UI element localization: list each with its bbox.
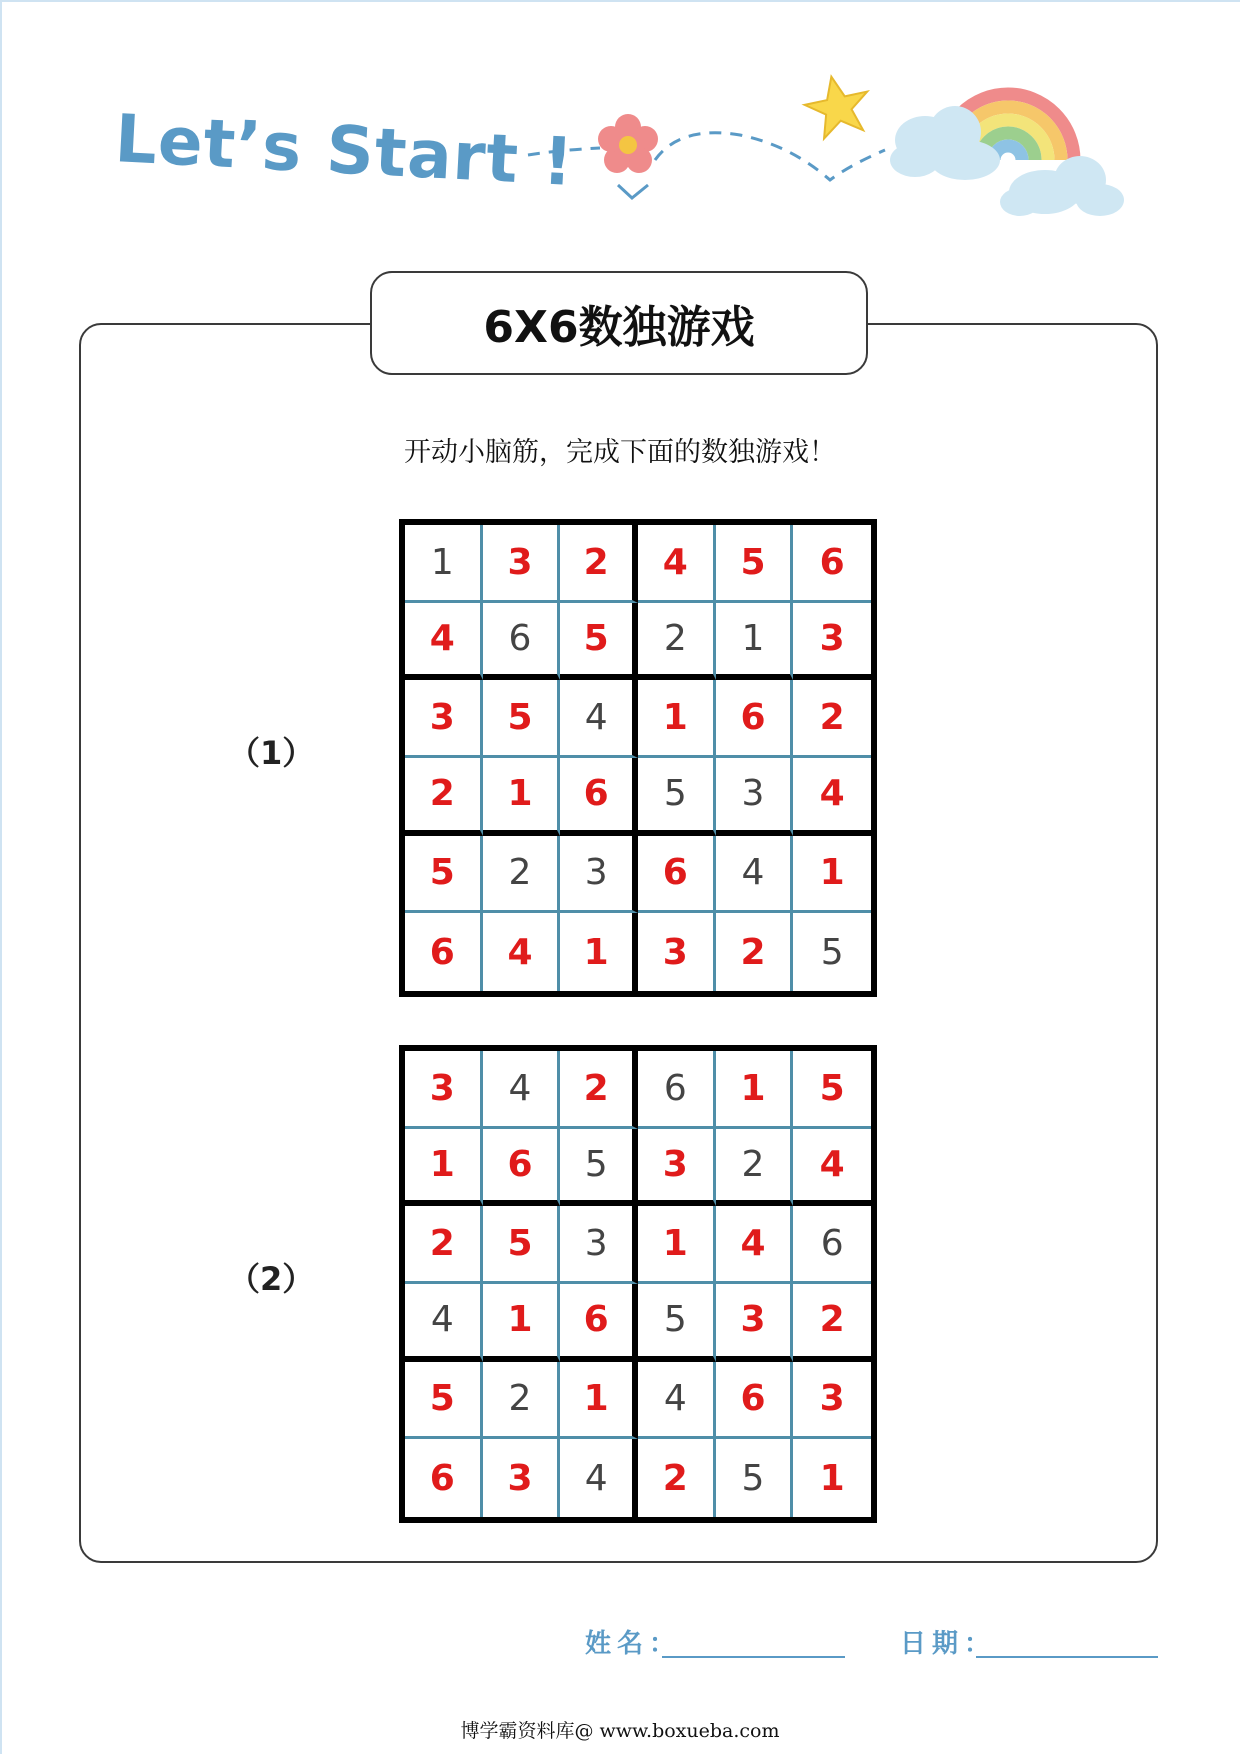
sudoku-cell: 3 bbox=[560, 836, 638, 914]
sudoku-cell: 6 bbox=[716, 1362, 794, 1440]
sudoku-cell: 1 bbox=[483, 758, 561, 836]
sudoku-cell: 1 bbox=[716, 1051, 794, 1129]
sudoku-cell: 3 bbox=[405, 680, 483, 758]
sudoku-cell: 3 bbox=[716, 1284, 794, 1362]
puzzle-2-label: （2） bbox=[228, 1260, 315, 1298]
sudoku-cell: 5 bbox=[716, 525, 794, 603]
sudoku-cell: 4 bbox=[793, 1129, 871, 1207]
sudoku-cell: 2 bbox=[405, 758, 483, 836]
sudoku-cell: 6 bbox=[793, 1206, 871, 1284]
star-icon bbox=[800, 70, 875, 141]
sudoku-cell: 1 bbox=[405, 1129, 483, 1207]
sudoku-cell: 3 bbox=[405, 1051, 483, 1129]
worksheet-title: 6X6数独游戏 bbox=[483, 302, 755, 353]
dashed-trail-right bbox=[655, 133, 885, 180]
sudoku-cell: 3 bbox=[483, 1439, 561, 1517]
sudoku-cell: 2 bbox=[638, 1439, 716, 1517]
sudoku-cell: 2 bbox=[793, 680, 871, 758]
dashed-trail-dip bbox=[618, 185, 648, 198]
sudoku-cell: 6 bbox=[405, 1439, 483, 1517]
date-field[interactable] bbox=[976, 1656, 1158, 1658]
sudoku-cell: 3 bbox=[793, 603, 871, 681]
puzzle-1-label: （1） bbox=[228, 734, 315, 772]
sudoku-cell: 5 bbox=[793, 1051, 871, 1129]
sudoku-cell: 6 bbox=[793, 525, 871, 603]
sudoku-cell: 5 bbox=[560, 1129, 638, 1207]
sudoku-cell: 6 bbox=[405, 913, 483, 991]
sudoku-cell: 5 bbox=[483, 680, 561, 758]
sudoku-cell: 2 bbox=[560, 525, 638, 603]
sudoku-cell: 6 bbox=[638, 836, 716, 914]
sudoku-cell: 2 bbox=[716, 913, 794, 991]
sudoku-cell: 5 bbox=[405, 836, 483, 914]
sudoku-cell: 1 bbox=[560, 913, 638, 991]
sudoku-cell: 6 bbox=[483, 1129, 561, 1207]
sudoku-cell: 4 bbox=[638, 1362, 716, 1440]
sudoku-cell: 1 bbox=[793, 836, 871, 914]
sudoku-cell: 4 bbox=[716, 836, 794, 914]
sudoku-cell: 4 bbox=[638, 525, 716, 603]
sudoku-grid-2 bbox=[399, 1045, 877, 1523]
sudoku-cell: 5 bbox=[405, 1362, 483, 1440]
sudoku-cell: 1 bbox=[405, 525, 483, 603]
sudoku-cell: 3 bbox=[638, 1129, 716, 1207]
sudoku-cell: 1 bbox=[483, 1284, 561, 1362]
sudoku-cell: 6 bbox=[560, 758, 638, 836]
sudoku-cell: 2 bbox=[483, 836, 561, 914]
sudoku-cell: 3 bbox=[793, 1362, 871, 1440]
title-box bbox=[370, 271, 868, 375]
sudoku-cell: 2 bbox=[638, 603, 716, 681]
sudoku-cell: 1 bbox=[638, 680, 716, 758]
sudoku-cell: 2 bbox=[483, 1362, 561, 1440]
sudoku-cell: 4 bbox=[405, 1284, 483, 1362]
banner-text: Let’s Start ! bbox=[112, 100, 576, 201]
sudoku-cell: 1 bbox=[638, 1206, 716, 1284]
sudoku-cell: 4 bbox=[560, 1439, 638, 1517]
sudoku-cell: 6 bbox=[483, 603, 561, 681]
sudoku-cell: 3 bbox=[483, 525, 561, 603]
sudoku-cell: 1 bbox=[560, 1362, 638, 1440]
dashed-trail-left bbox=[528, 148, 600, 155]
sudoku-cell: 3 bbox=[560, 1206, 638, 1284]
sudoku-cell: 5 bbox=[638, 758, 716, 836]
sudoku-cell: 4 bbox=[483, 913, 561, 991]
sudoku-cell: 6 bbox=[560, 1284, 638, 1362]
sudoku-cell: 5 bbox=[560, 603, 638, 681]
sudoku-cell: 5 bbox=[716, 1439, 794, 1517]
sudoku-cell: 1 bbox=[819, 1457, 845, 1499]
source-footer: 博学霸资料库@ www.boxueba.com bbox=[460, 1720, 780, 1742]
sudoku-cell: 3 bbox=[638, 913, 716, 991]
sudoku-cell: 4 bbox=[405, 603, 483, 681]
sudoku-cell: 2 bbox=[716, 1129, 794, 1207]
flower-icon bbox=[598, 114, 658, 173]
instruction-text: 开动小脑筋，完成下面的数独游戏！ bbox=[404, 437, 836, 468]
sudoku-cell: 4 bbox=[716, 1206, 794, 1284]
sudoku-cell: 6 bbox=[638, 1051, 716, 1129]
sudoku-cell: 6 bbox=[716, 680, 794, 758]
sudoku-cell: 5 bbox=[820, 931, 844, 973]
sudoku-grid-1 bbox=[399, 519, 877, 997]
name-label: 姓名： bbox=[585, 1629, 682, 1659]
sudoku-cell: 2 bbox=[793, 1284, 871, 1362]
date-label: 日期： bbox=[900, 1629, 997, 1659]
sudoku-cell: 4 bbox=[560, 680, 638, 758]
sudoku-cell: 5 bbox=[483, 1206, 561, 1284]
cloud-icon bbox=[1000, 156, 1124, 216]
sudoku-cell: 3 bbox=[716, 758, 794, 836]
sudoku-cell: 1 bbox=[716, 603, 794, 681]
sudoku-cell: 2 bbox=[405, 1206, 483, 1284]
sudoku-cell: 4 bbox=[793, 758, 871, 836]
header-decoration bbox=[0, 0, 1240, 260]
sudoku-cell: 2 bbox=[560, 1051, 638, 1129]
sudoku-cell: 4 bbox=[483, 1051, 561, 1129]
name-field[interactable] bbox=[662, 1656, 845, 1658]
sudoku-cell: 5 bbox=[638, 1284, 716, 1362]
